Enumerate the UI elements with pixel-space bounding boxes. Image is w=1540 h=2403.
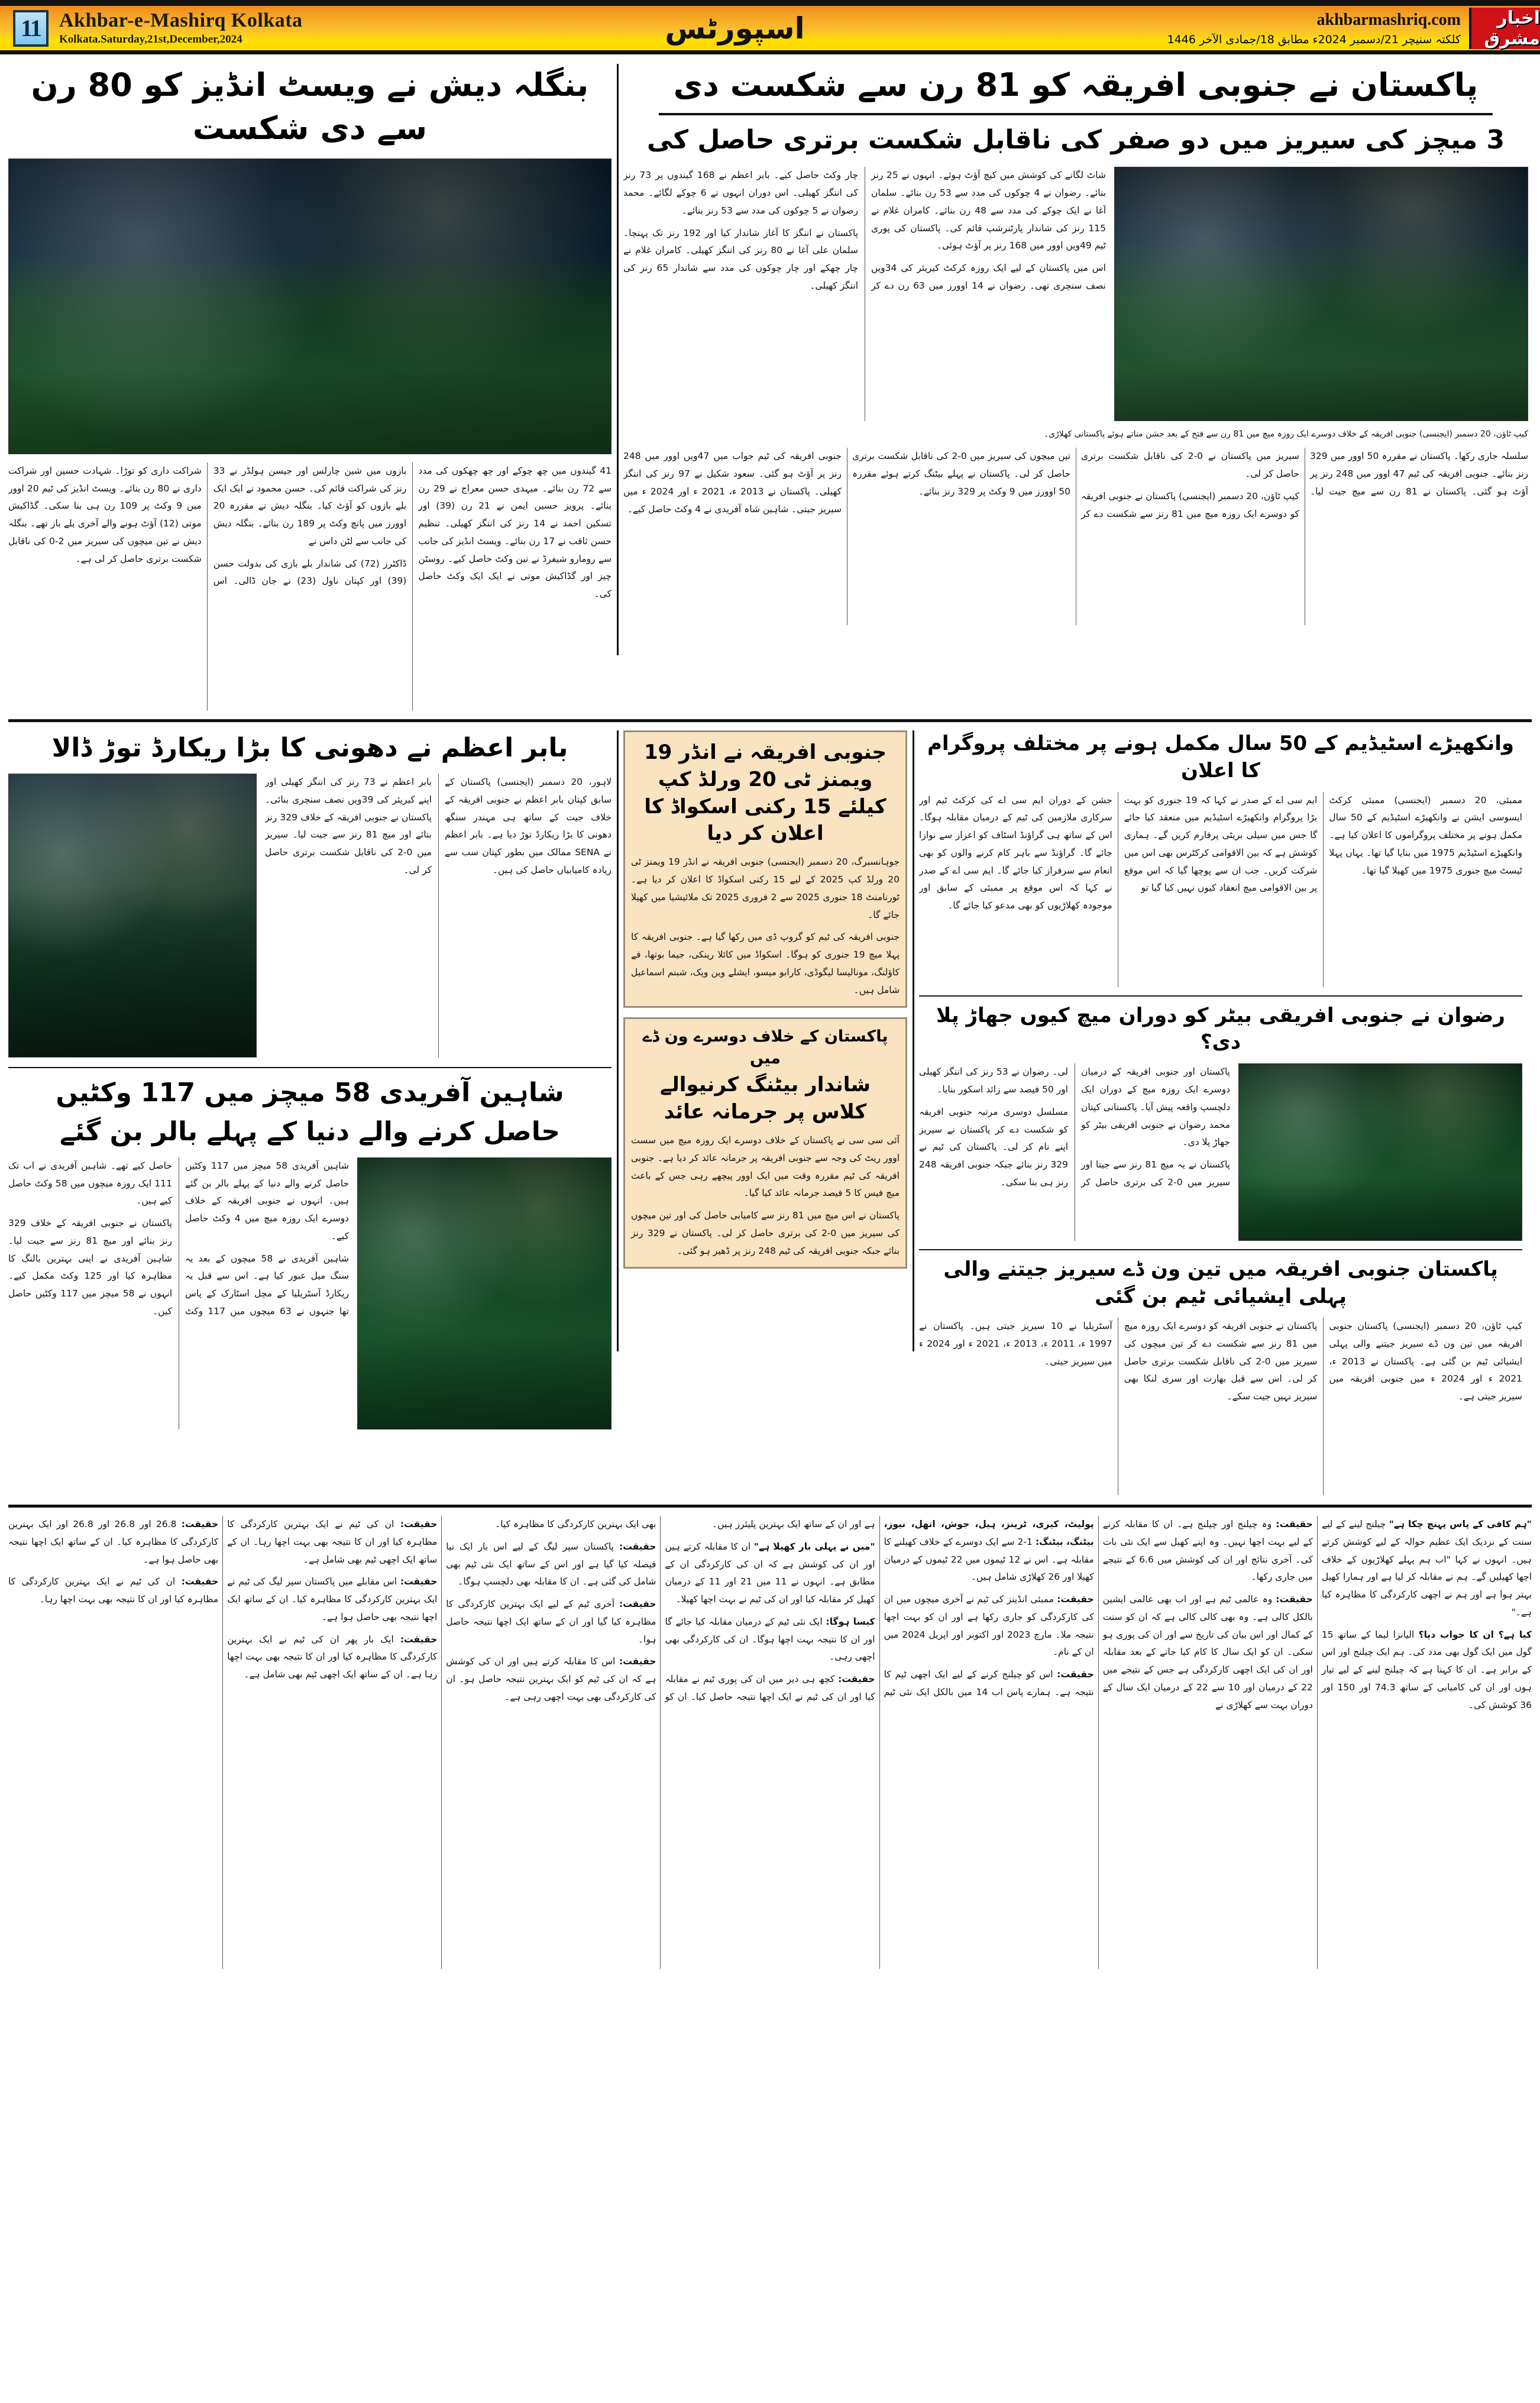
qa-question: حقیقت: <box>1276 1519 1313 1530</box>
qa-question: کیا ہے؟ ان کا جواب دیا؟ <box>1418 1629 1532 1640</box>
qa-answer: وہ عالمی ٹیم ہے اور اب بھی عالمی ایشین بالکل کالی ہے۔ وہ بھی کالی کالی ہے کہ ان کو سنت کے کمال اور اس بیان کی تاریخ سے اور ان کی پوری ہو سکی۔ ان کو ایک سال کا کام کیا جانے کے بعد مقابلہ اور ان کی ایک اچھی کارکردگی ہے جس کے نتیجے میں 22 کے درمیان اور 10 سے 22 کے درمیان ایک سال کے دوران بہت سے کھلاڑی نے <box>1102 1594 1313 1710</box>
paragraph: جنوبی افریقہ کی ٹیم جواب میں 47ویں اوور میں 248 رنز پر آؤٹ ہو گئی۔ سعود شکیل نے 97 رنز کی اننگز کھیلی۔ پاکستان نے 2013 ء، 2021 ء اور 2024 ء میں سیریز جیتی۔ شاہین شاہ آفریدی نے 4 وکٹ حاصل کیے۔ <box>623 451 842 515</box>
paragraph: سلسلہ جاری رکھا۔ پاکستان نے مقررہ 50 اوور میں 329 رنز بنائے۔ جنوبی افریقہ کی ٹیم 47 اوور میں 248 رنز پر آؤٹ ہو گئی۔ پاکستان نے 81 رن سے میچ جیت لیا۔ سیریز میں پاکستان نے 0-2 کی ناقابل شکست برتری حاصل کر لی۔ <box>1081 451 1528 497</box>
qa-answer: اس کو چیلنج کرنے کے لیے ایک اچھی ٹیم کا نتیجہ ہے۔ ہمارے پاس اب 14 میں بالکل ایک نئی ٹیم ہے اور ان کے ساتھ ایک بہترین پلیئرز ہیں۔ <box>712 1519 1094 1697</box>
website-url[interactable]: akhbarmashriq.com <box>1316 10 1461 29</box>
paragraph: آسٹریلیا نے 10 سیریز جیتی ہیں۔ پاکستان نے 1997 ء، 2011 ء، 2013 ء، 2021 ء اور 2024 ء میں سیریز جیتی۔ <box>919 1321 1112 1367</box>
qa-answer: 1-2 سے ایک دوسرے کے خلاف کھیلنے کا مقابلہ ہے۔ اس نے 12 ٹیموں میں 22 ٹیموں کے درمیان کھیلا اور 26 کھلاڑی شامل ہیں۔ <box>884 1536 1094 1583</box>
qa-question: حقیقت: <box>1276 1594 1313 1605</box>
masthead <box>0 0 1540 54</box>
qa-item <box>665 1538 875 1609</box>
masthead-date-urdu: کلکتہ سنیچر 21/دسمبر 2024ء مطابق 18/جمادی الآخر 1446 <box>1167 33 1461 46</box>
column-divider <box>907 730 919 1495</box>
qa-question: حقیقت: <box>181 1519 219 1530</box>
mid-center-box2-headline-1: پاکستان کے خلاف دوسرے ون ڈے میں <box>642 1027 888 1068</box>
qa-question: حقیقت: <box>400 1576 438 1587</box>
qa-item <box>665 1613 875 1666</box>
qa-answer: اس مقابلے میں پاکستان سپر لیگ کی ٹیم نے ایک بہترین کارکردگی کا مظاہرہ کیا۔ ان کے ساتھ ایک اچھا نتیجہ بھی حاصل ہوا ہے۔ <box>227 1576 438 1622</box>
qa-answer: ممبئی انڈینز کی ٹیم نے آخری میچوں میں ان کی کارکردگی کو جاری رکھا ہے اور ان کو بہت اچھا نتیجہ ملا۔ مارچ 2023 اور اکتوبر اور اپریل 2024 میں ان کے نام۔ <box>884 1594 1094 1658</box>
site-block <box>1167 8 1469 49</box>
paragraph: بازوں میں شین چارلس اور جیسن ہولڈر نے 33 رنز کی شراکت قائم کی۔ حسن محمود نے ایک ایک بلے بازوں کو آؤٹ کیا۔ بنگلہ دیش نے مقررہ 20 اوورز میں پانچ وکٹ پر 189 رن بنائے۔ بنگلہ دیش کی جانب سے لٹن داس نے <box>213 465 407 546</box>
lead-left-body <box>8 463 612 711</box>
lead-right-headline-1: پاکستان نے جنوبی افریقہ کو 81 رن سے شکست دی <box>673 66 1478 104</box>
lead-right-photo <box>1114 167 1528 421</box>
paragraph: پاکستان اور جنوبی افریقہ کے درمیان دوسرے ایک روزہ میچ کے دوران ایک دلچسپ واقعہ پیش آیا۔ پاکستانی کپتان محمد رضوان نے جنوبی افریقی بیٹر کو جھاڑ پلا دی۔ <box>1081 1066 1230 1148</box>
right-mid3-headline: پاکستان جنوبی افریقہ میں تین ون ڈے سیریز جیتنے والی پہلی ایشیائی ٹیم بن گئی <box>943 1257 1498 1309</box>
paragraph: جشن کے دوران ایم سی اے کی کرکٹ ٹیم اور سرکاری ملازمین کی ٹیم کے درمیان مقابلہ ہوگا۔ اس کے ساتھ ہی گراؤنڈ اسٹاف کو اعزاز سے نوازا جائے گا۔ گراؤنڈ سے باہر کام کرنے والوں کو بھی انعام سے سرفراز کیا جائے گا۔ ایم سی اے کے صدر نے کہا کہ اس موقع پر ممبئی کے سابق اور موجودہ کھلاڑیوں کو بھی مدعو کیا جائے گا۔ <box>919 794 1112 911</box>
lower-left-headline-2: حاصل کرنے والے دنیا کے پہلے بالر بن گئے <box>60 1116 560 1147</box>
qa-item <box>227 1516 437 1568</box>
mid-center-box-headline: جنوبی افریقہ نے انڈر 19 ویمنز ٹی 20 ورلڈ کپ کیلئے 15 رکنی اسکواڈ کا اعلان کر دیا <box>643 740 887 846</box>
paragraph: کیپ ٹاؤن، 20 دسمبر (ایجنسی) پاکستان نے جنوبی افریقہ کو دوسرے ایک روزہ میچ میں 81 رنز سے شکست دے کر تین میچوں کی سیریز میں 0-2 کی ناقابل شکست برتری حاصل کر لی۔ پاکستان نے پہلے بیٹنگ کرتے ہوئے مقررہ 50 اوورز میں 9 وکٹ پر 329 رنز بنائے۔ <box>852 451 1299 519</box>
paragraph: لاہور، 20 دسمبر (ایجنسی) پاکستان کے سابق کپتان بابر اعظم نے جنوبی افریقہ کے خلاف جیت کے ساتھ ہی مہندر سنگھ دھونی کا بڑا ریکارڈ توڑ دیا ہے۔ بابر اعظم نے SENA ممالک میں بطور کپتان سب سے زیادہ کامیابیاں حاصل کی ہیں۔ <box>445 777 612 875</box>
qa-answer: ایک نئی ٹیم کے درمیان مقابلہ کیا جائے گا اور ان کا نتیجہ بہت اچھا ہوگا۔ ان کی کارکردگی بھی اچھی رہی۔ <box>665 1616 875 1663</box>
qa-question: "میں نے پہلی بار کھیلا ہے" <box>753 1541 875 1552</box>
bottom-qa-section <box>8 1508 1532 1969</box>
paragraph: جوہانسبرگ، 20 دسمبر (ایجنسی) جنوبی افریقہ نے انڈر 19 ویمنز ٹی 20 ورلڈ کپ 2025 کے لیے 15 رکنی اسکواڈ کا اعلان کر دیا ہے۔ ٹورنامنٹ 18 جنوری 2025 سے 2 فروری 2025 تک ملائیشیا میں کھیلا جائے گا۔ <box>631 856 900 920</box>
mid-left-photo <box>8 774 257 1057</box>
paragraph: اس میں پاکستان کے لیے ایک روزہ کرکٹ کیریئر کی 34ویں نصف سنچری تھی۔ رضوان نے 14 اوورز میں 63 رن دے کر چار وکٹ حاصل کیے۔ بابر اعظم نے 168 گیندوں پر 73 رنز کی اننگز کھیلی۔ اس دوران انہوں نے 6 چوکے لگائے۔ محمد رضوان نے 5 چوکوں کی مدد سے 53 رنز بنائے۔ <box>623 170 1106 291</box>
mid-center-column <box>623 730 907 1495</box>
qa-question: حقیقت: <box>1057 1669 1094 1680</box>
qa-answer: 26.8 اور 26.8 اور 26.8 اور ایک بہترین کارکردگی کا مظاہرہ کیا۔ ان کے ساتھ ایک اچھا نتیجہ بھی حاصل ہوا ہے۔ <box>8 1519 219 1565</box>
qa-question: حقیقت: <box>400 1634 438 1645</box>
qa-answer: ان کا مقابلہ کرتے ہیں اور ان کی کوشش ہے کہ ان کی کارکردگی ان کے مطابق ہے۔ انہوں نے 11 میں 21 اور 11 کے درمیان کھیل کر مقابلہ کیا اور ان کی ٹیم نے بہت اچھا کھیلا۔ <box>665 1541 875 1605</box>
qa-question: حقیقت: <box>838 1674 875 1685</box>
qa-answer: ایک بار پھر ان کی ٹیم نے ایک بہترین کارکردگی کا مظاہرہ کیا اور ان کا نتیجہ بھی بہت اچھا رہا ہے۔ ان کے ساتھ ایک اچھی ٹیم بھی شامل ہے۔ <box>227 1634 438 1680</box>
qa-item <box>227 1631 437 1684</box>
paragraph: پاکستان نے اس میچ میں 81 رنز سے کامیابی حاصل کی اور تین میچوں کی سیریز میں 0-2 کی برتری حاصل کر لی۔ پاکستان نے 329 رنز بنائے جبکہ جنوبی افریقہ کی ٹیم 248 رنز پر ڈھیر ہو گئی۔ <box>631 1210 900 1256</box>
paragraph: پاکستان نے اننگز کا آغاز شاندار کیا اور 192 رنز تک پہنچا۔ سلمان علی آغا نے 80 رنز کی اننگز کھیلی۔ کامران غلام نے چار چھکے اور چار چوکوں کی مدد سے شاندار 65 رنز کی اننگز کھیلی۔ <box>623 227 859 291</box>
qa-question: "ہم کافی کے پاس پہنچ چکا ہے" <box>1389 1519 1532 1530</box>
paragraph: پاکستان نے جنوبی افریقہ کو دوسرے ایک روزہ میچ میں 81 رنز سے شکست دے کر تین میچوں کی سیریز میں 0-2 کی ناقابل شکست برتری حاصل کر لی۔ اس سے قبل بھارت اور سری لنکا بھی سیریز نہیں جیت سکے۔ <box>1124 1321 1318 1402</box>
qa-answer: چیلنج لینے کے لیے سنت کے نزدیک ایک عظیم حوالہ کے لیے کوشش کرتے ہیں۔ انہوں نے کہا "اب ہم پہلے کھلاڑیوں کے خلاف اچھا کھیلیں گے۔ ہم نے مقابلہ کر لیا ہے اور ہمارا کھیل بہتر ہوا ہے اور ہم نے اچھی کارکردگی کا مظاہرہ کیا ہے۔" <box>1321 1519 1532 1618</box>
newspaper-logo: اخبار مشرق <box>1469 8 1540 49</box>
qa-item <box>1322 1626 1532 1715</box>
mid-left-article <box>8 730 612 1495</box>
lower-left-photo <box>357 1157 612 1429</box>
paragraph: جنوبی افریقہ کی ٹیم کو گروپ ڈی میں رکھا گیا ہے۔ جنوبی افریقہ کا پہلا میچ 19 جنوری کو ہوگا۔ اسکواڈ میں کائلا رینکی، جیما بوتھا، فے کاؤلنگ، مونالیسا لیگوڈی، کارابو میسو، ایشلے وین ویک، شبنم اسماعیل شامل ہیں۔ <box>631 932 900 995</box>
mid-center-box2-headline-2: شاندار بیٹنگ کرنیوالے کلاس پر جرمانہ عائد <box>660 1073 871 1124</box>
middle-section <box>8 722 1532 1495</box>
qa-item <box>8 1573 218 1609</box>
qa-question: حقیقت: <box>619 1599 656 1610</box>
qa-item <box>8 1516 218 1568</box>
qa-question: حقیقت: <box>181 1576 219 1587</box>
paragraph: شاہین آفریدی 58 میچز میں 117 وکٹیں حاصل کرنے والے دنیا کے پہلے بالر بن گئے ہیں۔ انہوں نے جنوبی افریقہ کے خلاف دوسرے ایک روزہ میچ میں 4 وکٹ حاصل کیے۔ <box>185 1160 349 1241</box>
qa-answer: پاکستان سپر لیگ کے لیے اس بار ایک نیا فیصلہ کیا گیا ہے اور اس کے ساتھ ایک نئی ٹیم بھی شامل کی گئی ہے۔ ان کا مقابلہ بھی دلچسپ ہوگا۔ <box>446 1541 656 1587</box>
column-divider <box>612 730 623 1495</box>
qa-item <box>227 1573 437 1626</box>
qa-item <box>1103 1516 1313 1586</box>
paragraph: ممبئی، 20 دسمبر (ایجنسی) ممبئی کرکٹ ایسوسی ایشن نے وانکھیڑے اسٹیڈیم کے 50 سال مکمل ہونے پر مختلف پروگراموں کا اعلان کیا ہے۔ وانکھیڑے اسٹیڈیم 1975 میں بنایا گیا تھا۔ یہاں پہلا ٹیسٹ میچ جنوری 1975 میں کھیلا گیا تھا۔ <box>1329 794 1522 876</box>
paragraph: پاکستان نے یہ میچ 81 رنز سے جیتا اور سیریز میں 0-2 کی برتری حاصل کر لی۔ رضوان نے 53 رنز کی اننگز کھیلی اور 50 فیصد سے زائد اسکور بنایا۔ <box>919 1066 1230 1188</box>
section-title: اسپورٹس <box>665 11 805 46</box>
paragraph: کیپ ٹاؤن، 20 دسمبر (ایجنسی) پاکستان جنوبی افریقہ میں تین ون ڈے سیریز جیتنے والی پہلی ایشیائی ٹیم بن گئی ہے۔ پاکستان نے 2013 ء، 2021 ء اور 2024 ء میں جنوبی افریقہ میں سیریز جیتی ہے۔ <box>1329 1321 1522 1402</box>
qa-item <box>884 1591 1094 1661</box>
qa-question: حقیقت: <box>619 1541 656 1552</box>
paragraph: شاہین آفریدی نے 58 میچوں کے بعد یہ سنگ میل عبور کیا ہے۔ اس سے قبل یہ ریکارڈ آسٹریلیا کے مچل اسٹارک کے پاس تھا جنہوں نے 63 میچوں میں 117 وکٹ حاصل کیے تھے۔ شاہین آفریدی نے اب تک 111 ایک روزہ میچوں میں 58 وکٹ حاصل کیے ہیں۔ <box>8 1160 349 1317</box>
brand-name-english: Akhbar-e-Mashirq Kolkata <box>59 9 303 31</box>
qa-answer: الیانزا لیما کے ساتھ 15 گول میں ایک گول بھی مدد کی۔ ہم ایک چیلنج اور اس کے برابر ہے۔ ان کا کہنا ہے کہ چیلنج لینے کے لیے تیار ہوں اور ان کی کامیابی کے ساتھ 74.3 اور 150 اور 36 کوشش کی۔ <box>1321 1629 1532 1710</box>
qa-answer: وہ چیلنج اور چیلنج ہے۔ ان کا مقابلہ کرنے کے لیے بہت اچھا نہیں۔ وہ اپنے کھیل سے ایک نئی بات کی۔ آخری نتائج اور ان کی کوشش میں 6.6 کے نتیجے میں جاری رکھا۔ <box>1102 1519 1313 1583</box>
qa-item <box>446 1596 656 1648</box>
right-mid2-headline: رضوان نے جنوبی افریقی بیٹر کو دوران میچ کیوں جھاڑ پلا دی؟ <box>936 1003 1505 1055</box>
lead-right-photo-caption: کیپ ٹاؤن، 20 دسمبر (ایجنسی) جنوبی افریقہ کے خلاف دوسرے ایک روزہ میچ میں 81 رن سے فتح کے بعد جشن مناتے ہوئے پاکستانی کھلاڑی۔ <box>1043 429 1528 439</box>
brand-date-english: Kolkata.Saturday,21st,December,2024 <box>59 33 242 46</box>
qa-question: حقیقت: <box>400 1519 438 1530</box>
lower-left-headline-1: شاہین آفریدی 58 میچز میں 117 وکٹیں <box>56 1078 564 1108</box>
qa-answer: کچھ ہی دیر میں ان کی پوری ٹیم نے مقابلہ کیا اور ان کی ٹیم نے ایک اچھا نتیجہ حاصل کیا۔ ان کو بھی ایک بہترین کارکردگی کا مظاہرہ کیا۔ <box>495 1519 875 1702</box>
paragraph: آئی سی سی نے پاکستان کے خلاف دوسرے ایک روزہ میچ میں سست اوور ریٹ کی وجہ سے جنوبی افریقہ پر جرمانہ عائد کر دیا ہے۔ جنوبی افریقہ کی ٹیم مقررہ وقت میں ایک اوور پیچھے رہی جس کے باعث میچ فیس کا 5 فیصد جرمانہ عائد کیا گیا۔ <box>631 1135 900 1199</box>
lead-left-headline: بنگلہ دیش نے ویسٹ انڈیز کو 80 رن سے دی شکست <box>31 66 589 147</box>
qa-item <box>1103 1591 1313 1714</box>
lead-right-text-left <box>623 167 1106 421</box>
lead-right-photo-wrap <box>1114 167 1528 421</box>
qa-question: کیسا ہوگا: <box>826 1616 875 1627</box>
mid-right-headline: وانکھیڑے اسٹیڈیم کے 50 سال مکمل ہونے پر مختلف پروگرام کا اعلان <box>927 731 1515 782</box>
paragraph: پاکستان نے جنوبی افریقہ کے خلاف 329 رنز بنائے اور میچ 81 رنز سے جیت لیا۔ شاہین آفریدی نے اپنی بہترین بالنگ کا مظاہرہ کیا اور 125 وکٹ مکمل کیے۔ انہوں نے 58 میچز میں 117 وکٹیں حاصل کیں۔ <box>8 1218 173 1317</box>
qa-item <box>446 1653 656 1706</box>
mid-left-headline: بابر اعظم نے دھونی کا بڑا ریکارڈ توڑ ڈالا <box>51 732 568 763</box>
paragraph: 41 گیندوں میں چھ چوکے اور چھ چھکوں کی مدد سے 72 رن بنائے۔ میہدی حسن معراج نے 29 رن بنائے۔ پرویز حسین ایمن نے 21 رن (39) اور تسکین احمد نے 14 رنز کی اننگز کھیلی۔ تنظیم حسن ثاقب نے 17 رن بنائے۔ ویسٹ انڈیز کی جانب سے رومارو شیفرڈ نے تین وکٹ حاصل کیے۔ روسٹن چیز اور گڈاکیش موتی نے ایک ایک وکٹ حاصل کی۔ <box>418 465 612 600</box>
qa-question: حقیقت: <box>1057 1594 1094 1605</box>
qa-answer: اس کا مقابلہ کرتے ہیں اور ان کی کوشش ہے کہ ان کی ٹیم کو ایک بہترین نتیجہ حاصل ہو۔ ان کی کارکردگی بھی بہت اچھی رہی ہے۔ <box>446 1656 656 1702</box>
masthead-right <box>1167 8 1540 49</box>
lead-left-article <box>8 64 612 711</box>
lead-right-body-lower <box>623 448 1528 625</box>
lead-right-article <box>623 64 1528 711</box>
paragraph: بابر اعظم نے 73 رنز کی اننگز کھیلی اور اپنے کیریئر کی 39ویں نصف سنچری بنائی۔ پاکستان نے جنوبی افریقہ کے خلاف 329 رنز بنائے اور میچ 81 رنز سے جیت لیا۔ سیریز میں 0-2 کی ناقابل شکست برتری حاصل کر لی۔ <box>265 777 432 875</box>
page-sheet <box>0 54 1540 1969</box>
top-section <box>8 54 1532 711</box>
column-divider <box>612 64 623 711</box>
paragraph: مسلسل دوسری مرتبہ جنوبی افریقہ کو شکست دے کر پاکستان نے سیریز اپنے نام کر لی۔ پاکستان کی ٹیم نے 329 رنز بنائے جبکہ جنوبی افریقہ 248 رنز ہی بنا سکی۔ <box>919 1106 1068 1188</box>
qa-question: پولیٹ، کیری، ٹرینز، ہیل، جوش، اتھل، نیوز، بیٹنگ، بیٹنگ: <box>884 1519 1094 1547</box>
paragraph: شاٹ لگانے کی کوشش میں کیچ آؤٹ ہوئے۔ انہوں نے 25 رنز بنائے۔ رضوان نے 4 چوکوں کی مدد سے 53 رن بنائے۔ سلمان آغا نے ایک چوکے کی مدد سے 48 رن بنائے۔ کامران غلام نے 115 رنز کی شاندار پارٹنرشپ قائم کی۔ پاکستان کی پوری ٹیم 49ویں اوور میں 168 رنز پر آؤٹ ہوئی۔ <box>871 170 1106 251</box>
brand-block <box>54 10 303 47</box>
mid-center-box-2 <box>623 1017 907 1269</box>
mid-center-box <box>623 730 907 1008</box>
qa-item <box>1322 1516 1532 1622</box>
qa-answer: ان کی ٹیم نے ایک بہترین کارکردگی کا مظاہرہ کیا اور ان کا نتیجہ بھی بہت اچھا رہا۔ <box>8 1576 219 1605</box>
qa-answer: ان کی ٹیم نے ایک بہترین کارکردگی کا مظاہرہ کیا اور ان کا نتیجہ بھی بہت اچھا رہا۔ ان کے ساتھ ایک اچھی ٹیم بھی شامل ہے۔ <box>227 1519 438 1565</box>
page-number-badge: 11 <box>13 10 48 47</box>
lead-right-headline-2: 3 میچز کی سیریز میں دو صفر کی ناقابل شکست برتری حاصل کی <box>646 124 1505 155</box>
paragraph: ڈاکٹرز (72) کی شاندار بلے بازی کی بدولت حسن (39) اور کپتان ناول (23) نے جان ڈالی۔ اس شراکت داری کو توڑا۔ شہادت حسین اور شراکت داری نے 80 رن بنائے۔ ویسٹ انڈیز کی ٹیم 20 اوور میں 9 وکٹ پر 109 رن ہی بنا سکی۔ گڈاکیش موتی (12) آؤٹ ہونے والے آخری بلے باز تھے۔ بنگلہ دیش نے تین میچوں کی سیریز میں 2-0 کی ناقابل شکست برتری حاصل کر لی ہے۔ <box>8 465 407 587</box>
paragraph: ایم سی اے کے صدر نے کہا کہ 19 جنوری کو بہت بڑا پروگرام وانکھیڑے اسٹیڈیم میں منعقد کیا جائے گا جس میں سیلی بریٹی پرفارم کریں گے۔ ہماری کوشش ہے کہ بین الاقوامی کرکٹرس بھی اس میں شرکت کریں۔ جب ان سے پوچھا گیا کہ اس موقع پر بین الاقوامی میچ انعقاد کیوں نہیں کیا گیا تو <box>1124 794 1318 894</box>
qa-item <box>446 1538 656 1591</box>
mid-right-column <box>919 730 1522 1495</box>
lead-left-photo <box>8 159 612 454</box>
qa-item <box>884 1516 1094 1586</box>
qa-answer: آخری ٹیم کے لیے ایک بہترین کارکردگی کا مظاہرہ کیا گیا اور ان کے ساتھ ایک اچھا نتیجہ حاصل ہوا۔ <box>446 1599 656 1645</box>
right-mid2-photo <box>1238 1063 1522 1241</box>
qa-question: حقیقت: <box>619 1656 656 1667</box>
